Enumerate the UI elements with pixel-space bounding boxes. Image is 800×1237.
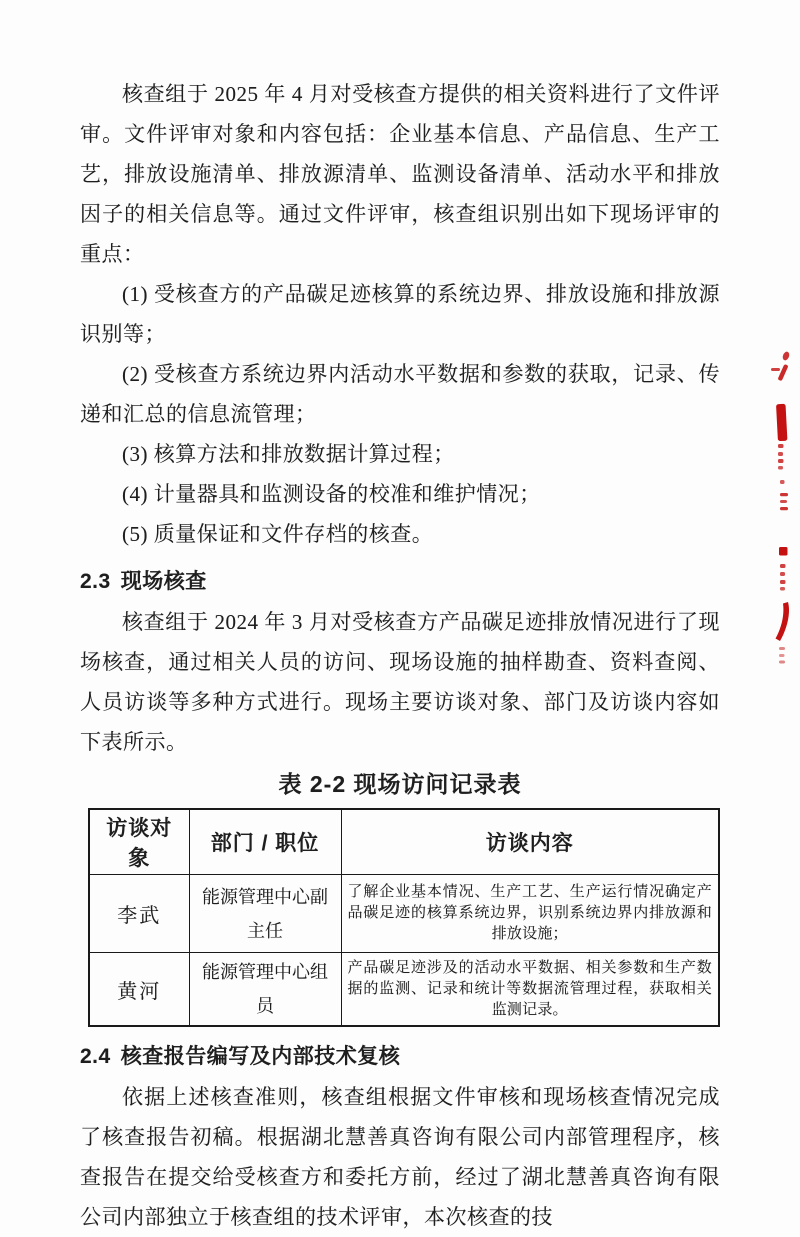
cell-department: 能源管理中心组员 xyxy=(189,953,341,1027)
focus-item-3: (3) 核算方法和排放数据计算过程； xyxy=(122,442,455,466)
focus-item-2: (2) 受核查方系统边界内活动水平数据和参数的获取，记录、传递和汇总的信息流管理； xyxy=(80,362,720,426)
interview-record-table xyxy=(88,808,720,1027)
table-row xyxy=(89,953,719,1027)
section-2-4-paragraph: 依据上述核查准则，核查组根据文件审核和现场核查情况完成了核查报告初稿。根据湖北慧善真咨询有限公司内部管理程序，核查报告在提交给受核查方和委托方前，经过了湖北慧善真咨询有限公司内部独立于核查组的技术评审，本次核查的技 xyxy=(80,1085,720,1229)
section-2-4-heading xyxy=(80,1037,720,1077)
cell-interviewee-name: 李武 xyxy=(89,875,189,953)
section-2-3-paragraph: 核查组于 2024 年 3 月对受核查方产品碳足迹排放情况进行了现场核查，通过相关人员的访问、现场设施的抽样勘查、资料查阅、人员访谈等多种方式进行。现场主要访谈对象、部门及访谈内容如下表所示。 xyxy=(80,610,720,754)
section-2-3-number: 2.3 xyxy=(80,570,111,593)
table-header-content: 访谈内容 xyxy=(341,809,719,875)
section-2-3-heading xyxy=(80,562,720,602)
table-header-row xyxy=(89,809,719,875)
focus-item-1: (1) 受核查方的产品碳足迹核算的系统边界、排放设施和排放源识别等； xyxy=(80,282,720,346)
section-2-4-number: 2.4 xyxy=(80,1045,111,1068)
intro-paragraph: 核查组于 2025 年 4 月对受核查方提供的相关资料进行了文件评审。文件评审对象和内容包括：企业基本信息、产品信息、生产工艺，排放设施清单、排放源清单、监测设备清单、活动水平和排放因子的相关信息等。通过文件评审，核查组识别出如下现场评审的重点： xyxy=(80,82,720,266)
focus-item-4: (4) 计量器具和监测设备的校准和维护情况； xyxy=(122,482,541,506)
cell-interview-content: 了解企业基本情况、生产工艺、生产运行情况确定产品碳足迹的核算系统边界，识别系统边界内排放源和排放设施； xyxy=(341,875,719,953)
table-header-interviewee: 访谈对象 xyxy=(89,809,189,875)
focus-item-5: (5) 质量保证和文件存档的核查。 xyxy=(122,522,434,546)
table-row xyxy=(89,875,719,953)
section-2-3-title: 现场核查 xyxy=(120,570,207,593)
section-2-4-title: 核查报告编写及内部技术复核 xyxy=(120,1045,401,1068)
cell-interview-content: 产品碳足迹涉及的活动水平数据、相关参数和生产数据的监测、记录和统计等数据流管理过程，获取相关监测记录。 xyxy=(341,953,719,1027)
table-header-department: 部门 / 职位 xyxy=(189,809,341,875)
cell-department: 能源管理中心副主任 xyxy=(189,875,341,953)
cell-interviewee-name: 黄河 xyxy=(89,953,189,1027)
table-caption: 表 2-2 现场访问记录表 xyxy=(278,771,522,797)
